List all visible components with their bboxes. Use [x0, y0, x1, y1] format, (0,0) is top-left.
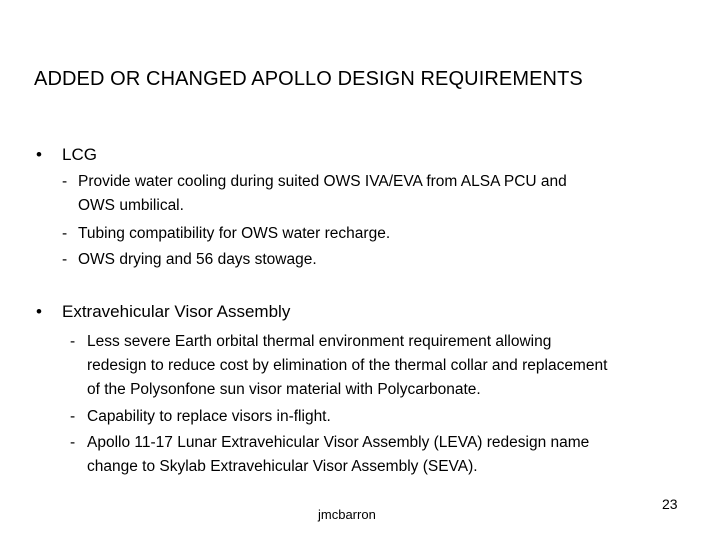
visor-item-3-line-1: Apollo 11-17 Lunar Extravehicular Visor Assembly (LEVA) redesign name	[87, 434, 590, 451]
visor-item-1-line-1: Less severe Earth orbital thermal environment requirement allowing	[87, 333, 552, 350]
section-heading-visor: Extravehicular Visor Assembly	[62, 302, 291, 321]
visor-item-1-line-3: of the Polysonfone sun visor material with Polycarbonate.	[87, 381, 481, 398]
bullet-icon: •	[36, 145, 42, 164]
dash-icon: -	[70, 408, 76, 425]
visor-item-3-line-2: change to Skylab Extravehicular Visor Assembly (SEVA).	[87, 458, 478, 475]
bullet-icon: •	[36, 302, 42, 321]
dash-icon: -	[62, 173, 68, 190]
footer-author: jmcbarron	[318, 507, 376, 522]
lcg-item-3-line-1: OWS drying and 56 days stowage.	[78, 251, 317, 268]
visor-item-1-line-2: redesign to reduce cost by elimination of the thermal collar and replacement	[87, 357, 608, 374]
page-number: 23	[662, 496, 678, 512]
section-heading-lcg: LCG	[62, 145, 97, 164]
visor-item-2-line-1: Capability to replace visors in-flight.	[87, 408, 331, 425]
dash-icon: -	[70, 434, 76, 451]
dash-icon: -	[62, 225, 68, 242]
lcg-item-1-line-1: Provide water cooling during suited OWS IVA/EVA from ALSA PCU and	[78, 173, 567, 190]
slide-title: ADDED OR CHANGED APOLLO DESIGN REQUIREMENTS	[34, 68, 583, 90]
dash-icon: -	[70, 333, 76, 350]
lcg-item-2-line-1: Tubing compatibility for OWS water recharge.	[78, 225, 391, 242]
dash-icon: -	[62, 251, 68, 268]
lcg-item-1-line-2: OWS umbilical.	[78, 197, 184, 214]
